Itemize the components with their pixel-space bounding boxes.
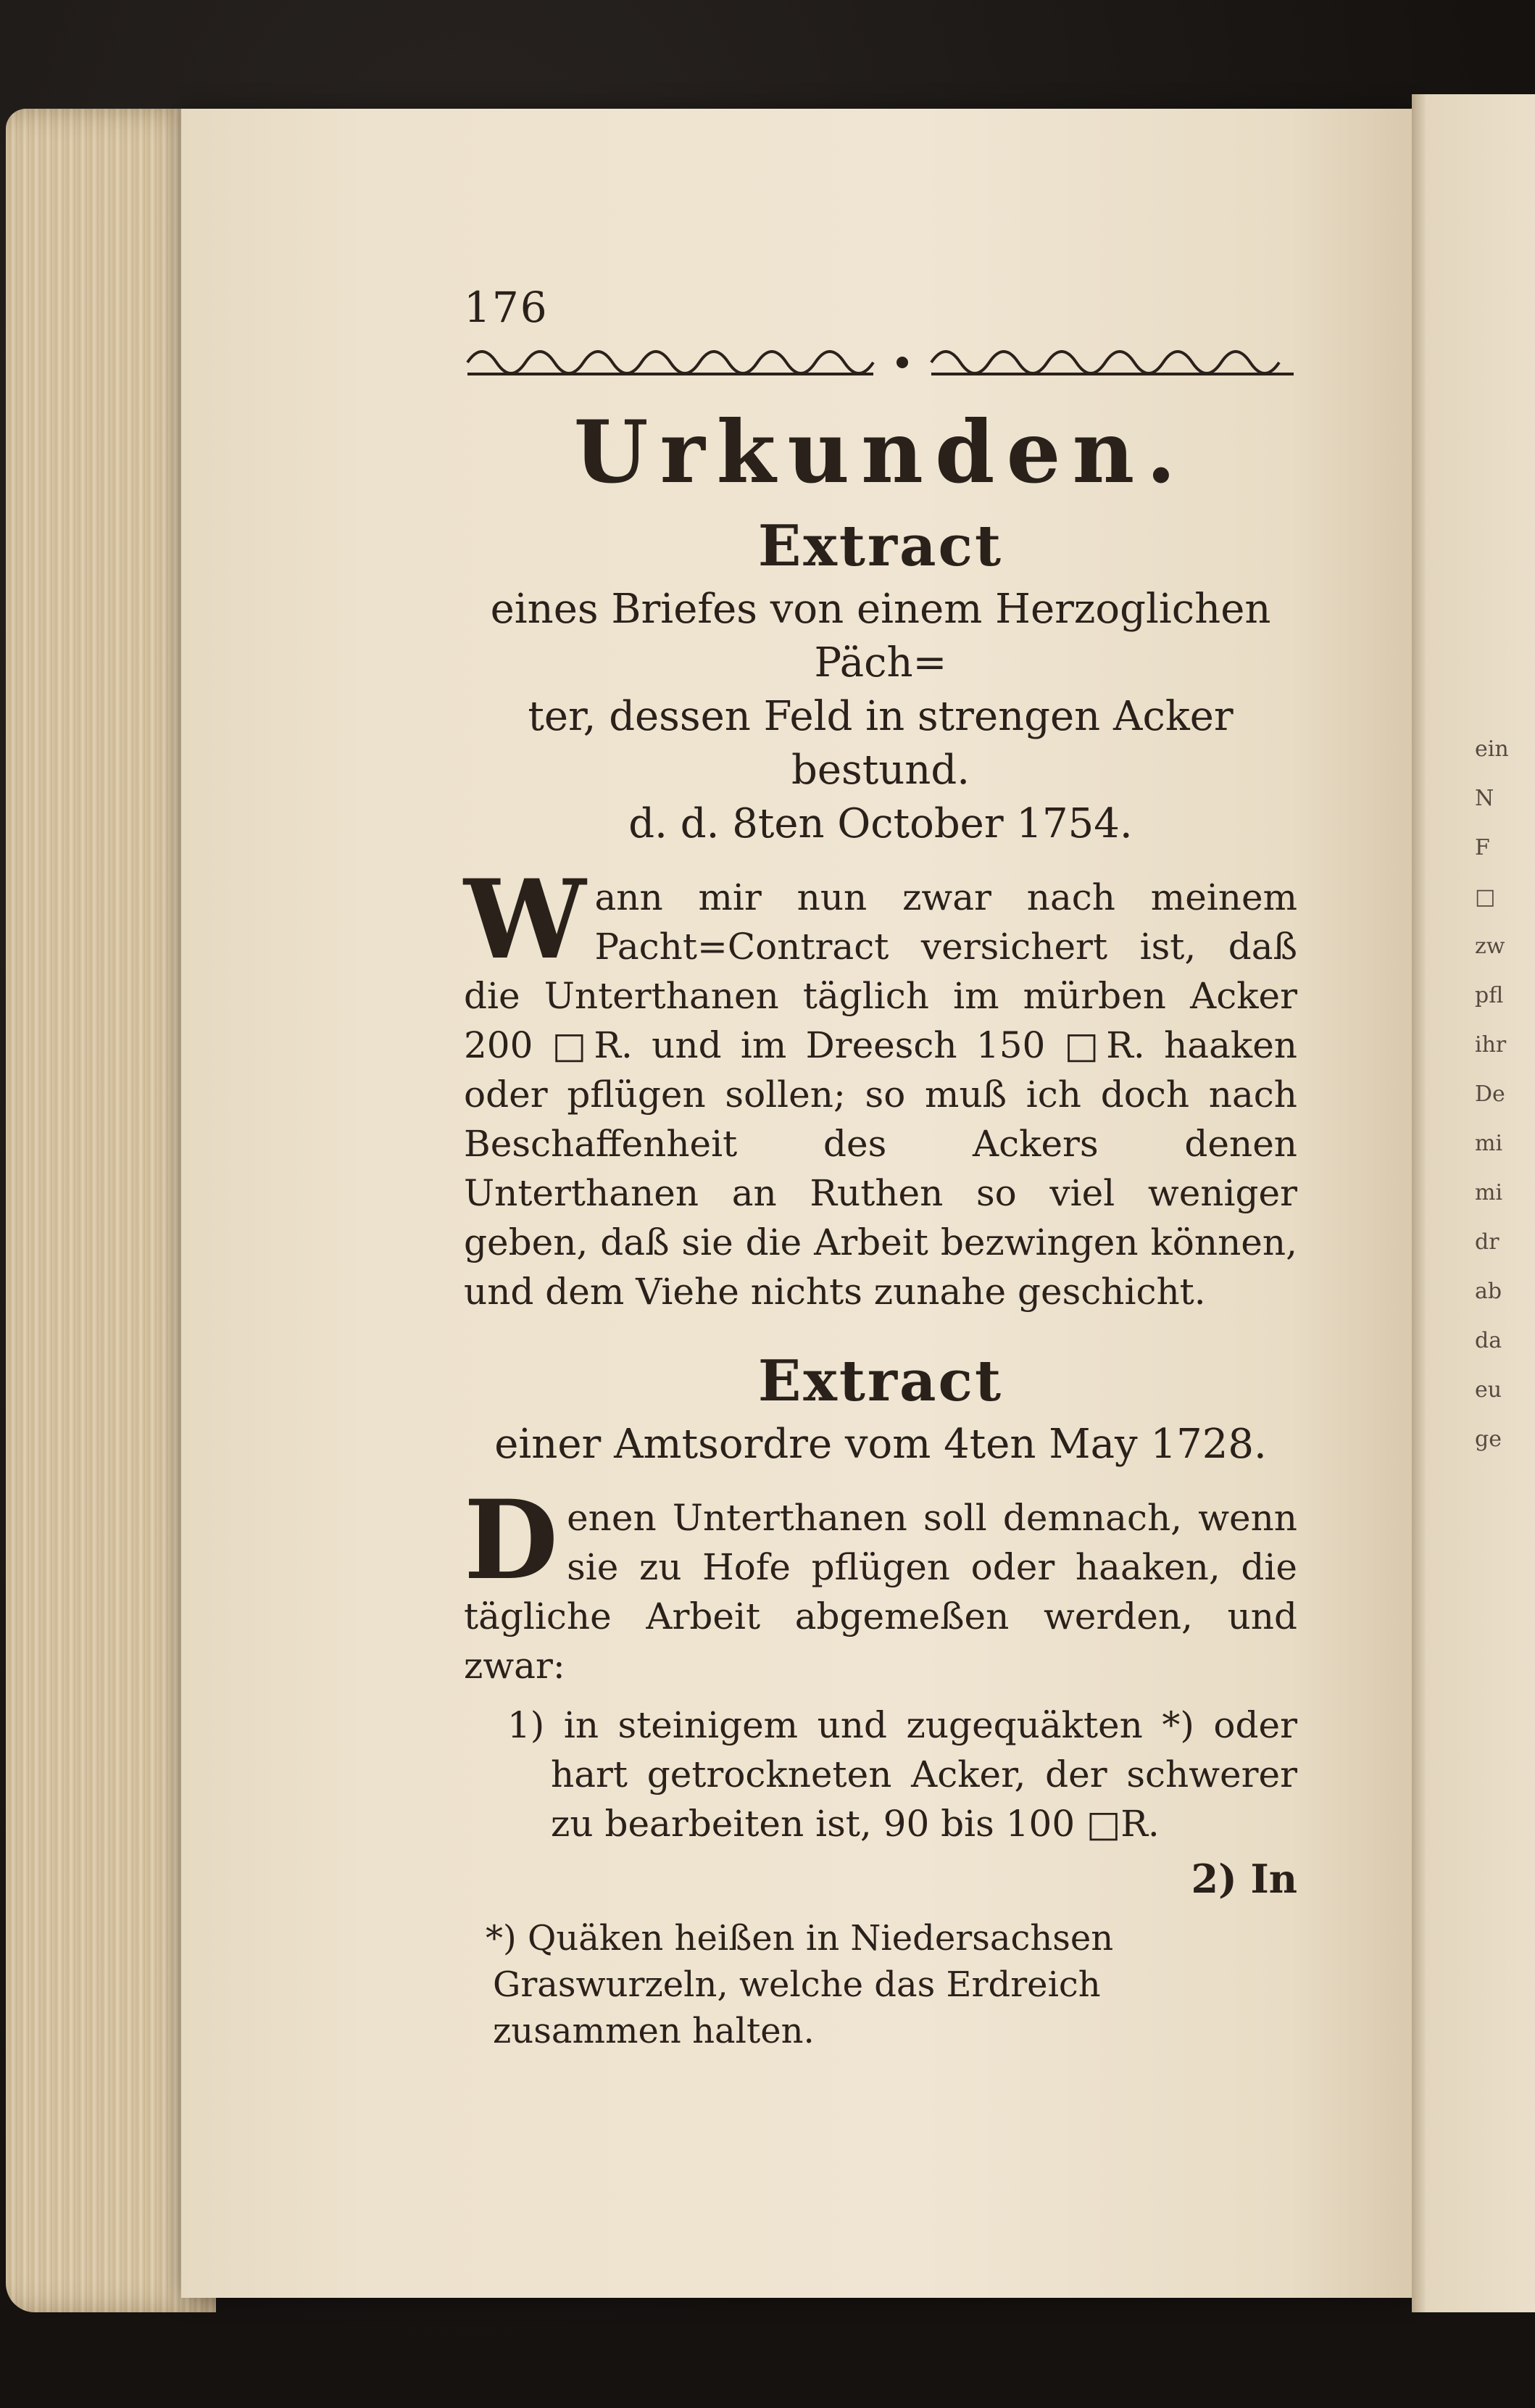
paragraph-text: ann mir nun zwar nach meinem Pacht=Contract versichert ist, daß die Unterthanen täglich im mürben Acker 200 □R. und im Dreesch 150 □R. haaken oder pflügen sollen; so muß ich doch nach Beschaffenheit des Ackers denen Unterthanen an Ruthen so viel weniger geben, daß sie die Arbeit bezwingen können, und dem Viehe nichts zunahe geschicht.: [464, 876, 1297, 1313]
body-paragraph: [464, 856, 1297, 1316]
adjacent-fragment: eu: [1475, 1377, 1502, 1403]
adjacent-page-text: [1475, 725, 1533, 1464]
adjacent-fragment: zw: [1475, 934, 1505, 959]
footnote: *) Quäken heißen in Niedersachsen Graswurzeln, welche das Erdreich zusammen halten.: [486, 1918, 1114, 2051]
drop-cap: W: [464, 856, 586, 984]
adjacent-fragment: ein: [1475, 736, 1509, 762]
ornament-border: [464, 341, 1297, 384]
extract-subtitle: eines Briefes von einem Herzoglichen Päch=: [490, 586, 1271, 686]
section-heading: Urkunden.: [573, 402, 1188, 502]
adjacent-fragment: ab: [1475, 1279, 1502, 1304]
drop-cap: D: [464, 1477, 559, 1604]
adjacent-fragment: □: [1475, 884, 1496, 910]
adjacent-fragment: N: [1475, 786, 1494, 811]
page-content: [464, 283, 1297, 2089]
catchword: 2) In: [1191, 1856, 1297, 1902]
adjacent-fragment: pfl: [1475, 983, 1504, 1008]
adjacent-fragment: mi: [1475, 1180, 1503, 1205]
extract-subtitle: ter, dessen Feld in strengen Acker bestund.: [528, 693, 1234, 794]
page-number: 176: [464, 283, 549, 332]
adjacent-fragment: ge: [1475, 1427, 1502, 1452]
adjacent-fragment: F: [1475, 835, 1490, 860]
paragraph-text: enen Unterthanen soll demnach, wenn sie zu Hofe pflügen oder haaken, die tägliche Arbeit abgemeßen werden, und zwar:: [464, 1497, 1297, 1687]
adjacent-fragment: ihr: [1475, 1032, 1507, 1058]
extract-date: d. d. 8ten October 1754.: [628, 800, 1133, 847]
adjacent-fragment: dr: [1475, 1229, 1499, 1255]
extract-title: Extract: [757, 1348, 1004, 1414]
body-paragraph: [464, 1477, 1297, 1690]
adjacent-fragment: da: [1475, 1328, 1502, 1353]
adjacent-fragment: De: [1475, 1081, 1505, 1107]
extract-subtitle: einer Amtsordre vom 4ten May 1728.: [494, 1421, 1267, 1468]
list-item: 1) in steinigem und zugequäkten *) oder hart getrockneten Acker, der schwerer zu bearbeiten ist, 90 bis 100 □R.: [507, 1704, 1297, 1845]
adjacent-fragment: mi: [1475, 1131, 1503, 1156]
extract-title: Extract: [757, 513, 1004, 579]
